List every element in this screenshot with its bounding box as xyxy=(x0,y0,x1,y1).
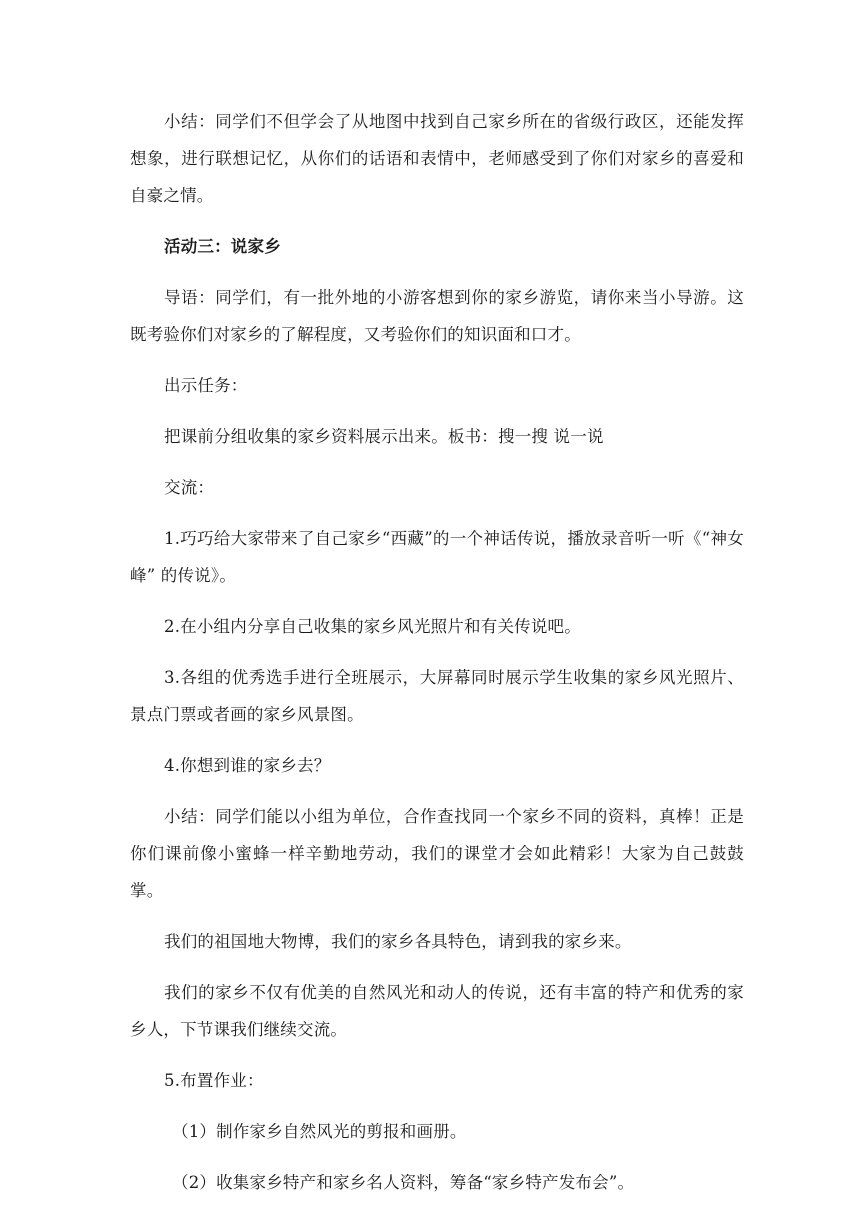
list-item-4: 4.你想到谁的家乡去？ xyxy=(164,756,331,775)
document-body xyxy=(130,103,744,1215)
homework-item-2: （2）收集家乡特产和家乡名人资料，筹备“家乡特产发布会”。 xyxy=(172,1173,635,1192)
list-item-2: 2.在小组内分享自己收集的家乡风光照片和有关传说吧。 xyxy=(164,617,581,636)
closing-paragraph-1: 我们的祖国地大物博，我们的家乡各具特色，请到我的家乡来。 xyxy=(164,932,632,951)
list-item-1: 1.巧巧给大家带来了自己家乡“西藏”的一个神话传说，播放录音听一听《“神女峰” 的传说》。 xyxy=(130,529,744,585)
intro-paragraph: 导语：同学们，有一批外地的小游客想到你的家乡游览，请你来当小导游。这既考验你们对家乡的了解程度，又考验你们的知识面和口才。 xyxy=(130,288,744,344)
closing-paragraph-2: 我们的家乡不仅有优美的自然风光和动人的传说，还有丰富的特产和优秀的家乡人，下节课我们继续交流。 xyxy=(130,983,744,1039)
list-item-5: 5.布置作业： xyxy=(164,1071,264,1090)
summary-paragraph-2: 小结：同学们能以小组为单位，合作查找同一个家乡不同的资料，真棒！正是你们课前像小蜜蜂一样辛勤地劳动，我们的课堂才会如此精彩！大家为自己鼓鼓掌。 xyxy=(130,807,744,900)
homework-item-1: （1）制作家乡自然风光的剪报和画册。 xyxy=(172,1122,467,1141)
list-item-3: 3.各组的优秀选手进行全班展示，大屏幕同时展示学生收集的家乡风光照片、景点门票或者画的家乡风景图。 xyxy=(130,668,744,724)
summary-paragraph-1: 小结：同学们不但学会了从地图中找到自己家乡所在的省级行政区，还能发挥想象，进行联想记忆，从你们的话语和表情中，老师感受到了你们对家乡的喜爱和自豪之情。 xyxy=(130,112,744,205)
activity-three-heading: 活动三：说家乡 xyxy=(164,237,281,256)
task-label: 出示任务： xyxy=(164,376,248,395)
exchange-label: 交流： xyxy=(164,478,215,497)
task-paragraph: 把课前分组收集的家乡资料展示出来。板书：搜一搜 说一说 xyxy=(164,427,604,446)
